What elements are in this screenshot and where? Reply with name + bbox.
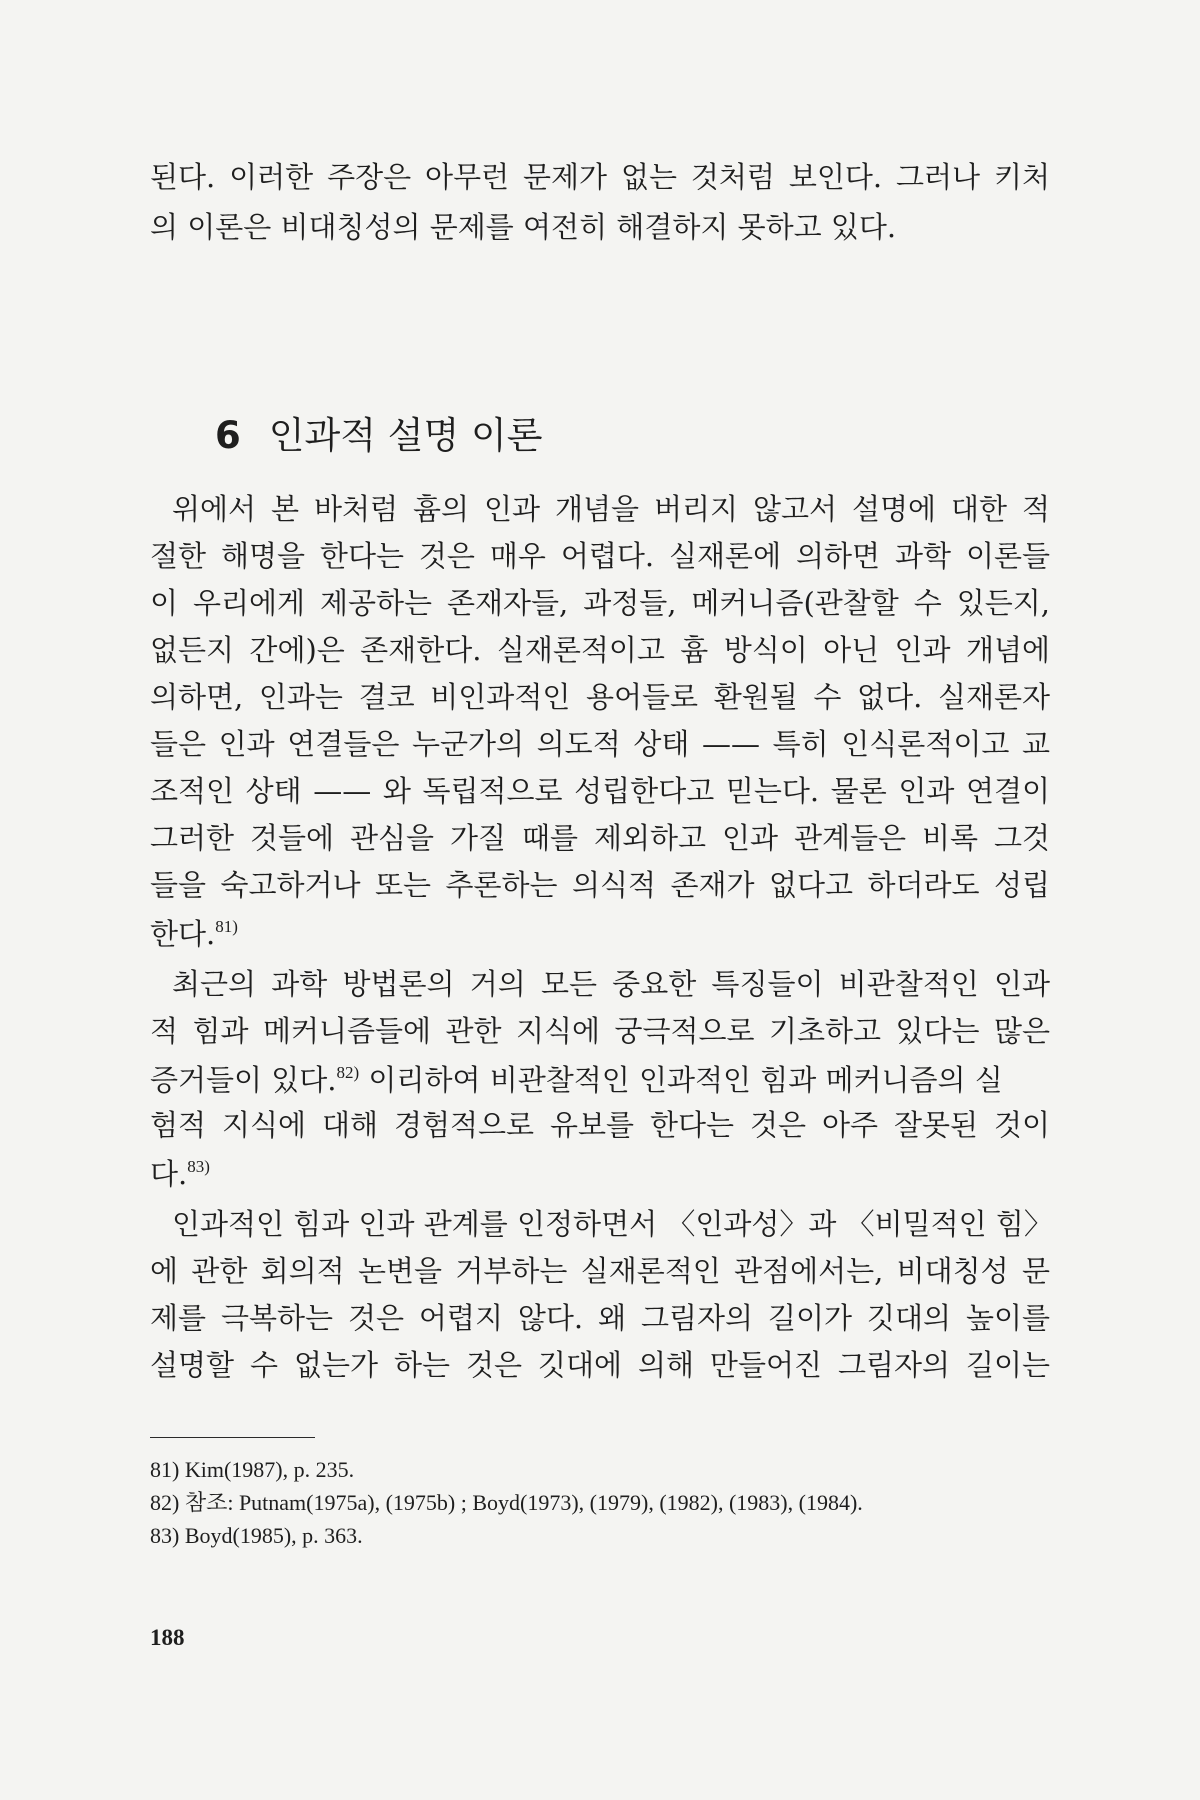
p2-line-4: 험적 지식에 대해 경험적으로 유보를 한다는 것은 아주 잘못된 것이 bbox=[150, 1108, 1050, 1142]
p2-line-3a: 증거들이 있다. bbox=[150, 1063, 337, 1097]
p2-line-3 bbox=[150, 1064, 1200, 1095]
p1-line-7: 조적인 상태 —— 와 독립적으로 성립한다고 믿는다. 물론 인과 연결이 bbox=[150, 774, 1050, 808]
p3-line-4: 설명할 수 없는가 하는 것은 깃대에 의해 만들어진 그림자의 길이는 bbox=[150, 1348, 1050, 1382]
p3-line-3: 제를 극복하는 것은 어렵지 않다. 왜 그림자의 길이가 깃대의 높이를 bbox=[150, 1301, 1050, 1335]
intro-line-1: 된다. 이러한 주장은 아무런 문제가 없는 것처럼 보인다. 그러나 키처 bbox=[150, 160, 1050, 194]
p2-line-2: 적 힘과 메커니즘들에 관한 지식에 궁극적으로 기초하고 있다는 많은 bbox=[150, 1014, 1050, 1048]
p1-line-10 bbox=[150, 918, 1200, 949]
p2-line-5 bbox=[150, 1158, 1200, 1189]
p2-last-text: 다. bbox=[150, 1157, 188, 1191]
intro-line-2: 의 이론은 비대칭성의 문제를 여전히 해결하지 못하고 있다. bbox=[150, 210, 897, 244]
p2-line-1: 최근의 과학 방법론의 거의 모든 중요한 특징들이 비관찰적인 인과 bbox=[172, 967, 1050, 1001]
footnote-82: 82) 참조: Putnam(1975a), (1975b) ; Boyd(1973), (1979), (1982), (1983), (1984). bbox=[150, 1490, 863, 1515]
page-number: 188 bbox=[150, 1625, 185, 1650]
footnote-ref-81: 81) bbox=[215, 917, 238, 936]
section-title: 인과적 설명 이론 bbox=[268, 414, 543, 457]
p1-line-6: 들은 인과 연결들은 누군가의 의도적 상태 —— 특히 인식론적이고 교 bbox=[150, 727, 1050, 761]
p1-line-1: 위에서 본 바처럼 흄의 인과 개념을 버리지 않고서 설명에 대한 적 bbox=[172, 492, 1050, 526]
p1-last-text: 한다. bbox=[150, 917, 216, 951]
p1-line-4: 없든지 간에)은 존재한다. 실재론적이고 흄 방식이 아닌 인과 개념에 bbox=[150, 633, 1050, 667]
footnote-83: 83) Boyd(1985), p. 363. bbox=[150, 1523, 363, 1548]
p1-line-3: 이 우리에게 제공하는 존재자들, 과정들, 메커니즘(관찰할 수 있든지, bbox=[150, 586, 1050, 620]
footnote-divider bbox=[150, 1437, 315, 1438]
p1-line-5: 의하면, 인과는 결코 비인과적인 용어들로 환원될 수 없다. 실재론자 bbox=[150, 680, 1050, 714]
section-number: 6 bbox=[215, 414, 241, 457]
p1-line-9: 들을 숙고하거나 또는 추론하는 의식적 존재가 없다고 하더라도 성립 bbox=[150, 868, 1050, 902]
p1-line-8: 그러한 것들에 관심을 가질 때를 제외하고 인과 관계들은 비록 그것 bbox=[150, 821, 1050, 855]
p2-line-3b: 이리하여 비관찰적인 인과적인 힘과 메커니즘의 실 bbox=[359, 1063, 1003, 1097]
p3-line-1: 인과적인 힘과 인과 관계를 인정하면서 〈인과성〉과 〈비밀적인 힘〉 bbox=[172, 1207, 1053, 1241]
section-heading bbox=[168, 380, 543, 491]
footnote-81: 81) Kim(1987), p. 235. bbox=[150, 1457, 355, 1482]
footnote-ref-83: 83) bbox=[187, 1157, 210, 1176]
p1-line-2: 절한 해명을 한다는 것은 매우 어렵다. 실재론에 의하면 과학 이론들 bbox=[150, 539, 1050, 573]
footnote-ref-82: 82) bbox=[336, 1063, 360, 1082]
p3-line-2: 에 관한 회의적 논변을 거부하는 실재론적인 관점에서는, 비대칭성 문 bbox=[150, 1254, 1050, 1288]
